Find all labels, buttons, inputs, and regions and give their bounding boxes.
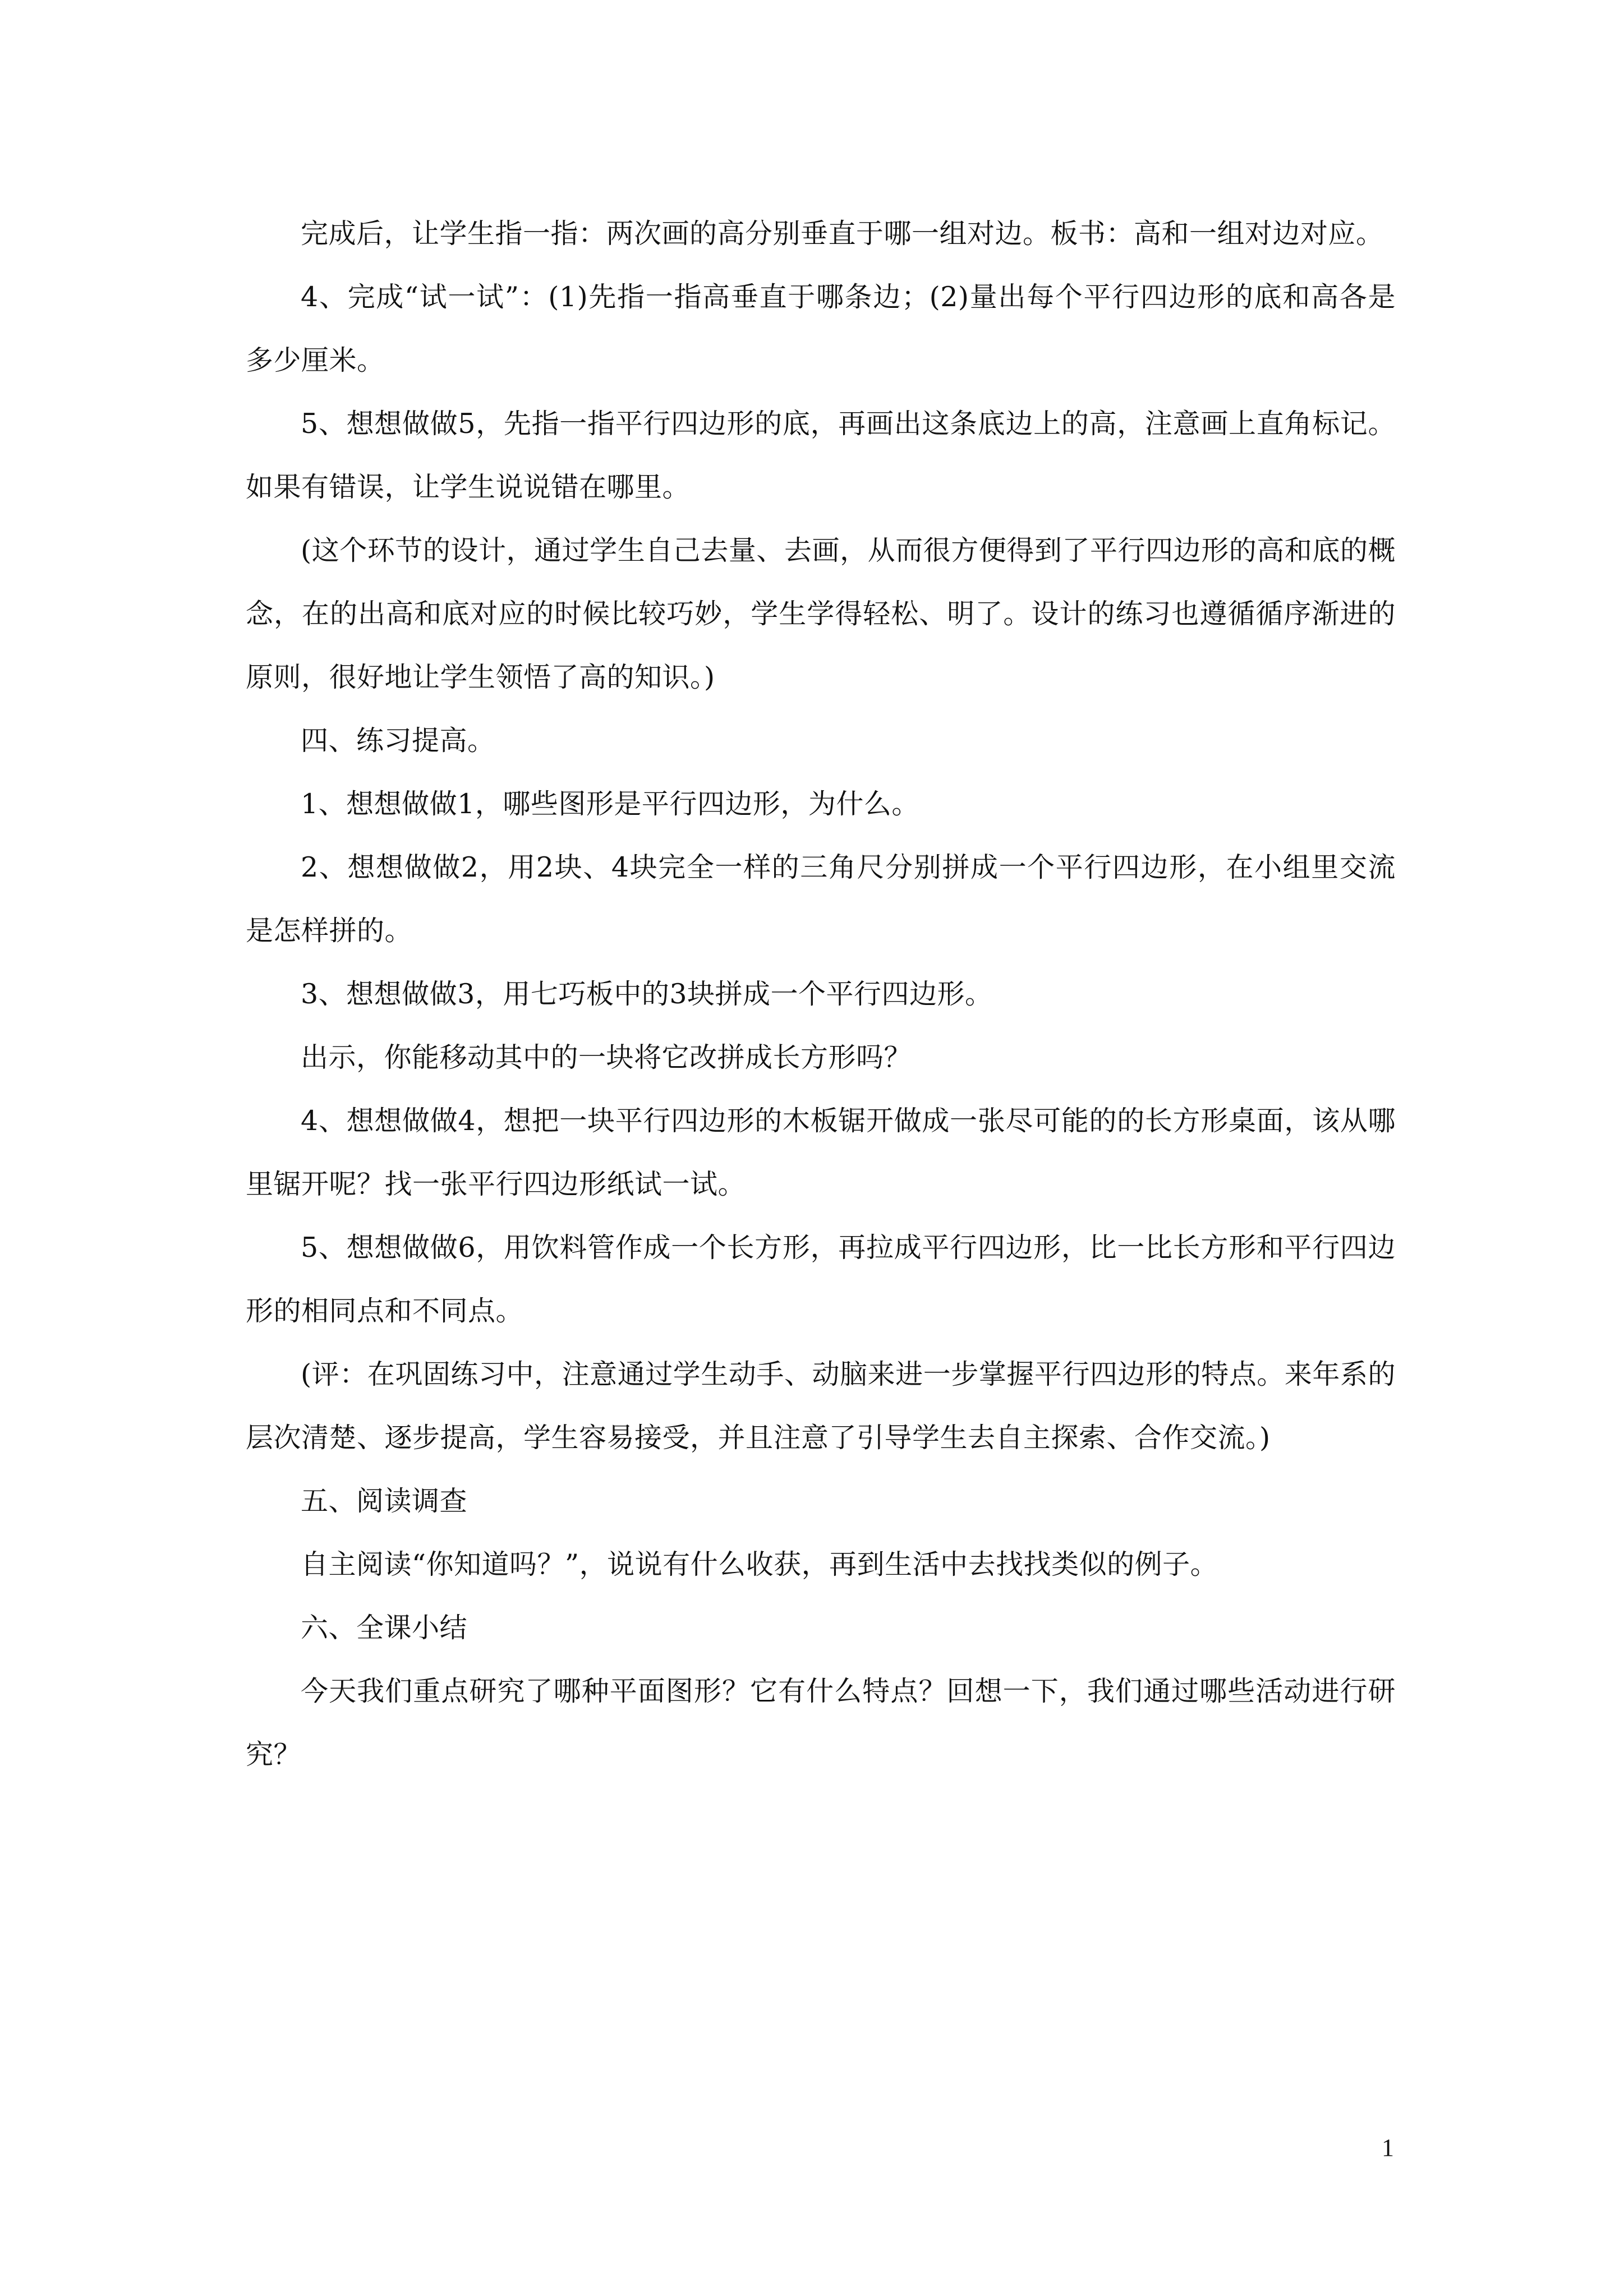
paragraph-review-comment: (评：在巩固练习中，注意通过学生动手、动脑来进一步掌握平行四边形的特点。来年系的层次清楚、逐步提高，学生容易接受，并且注意了引导学生去自主探索、合作交流。) <box>246 1358 1396 1454</box>
paragraph-summary: 今天我们重点研究了哪种平面图形？它有什么特点？回想一下，我们通过哪些活动进行研究？ <box>246 1675 1396 1771</box>
page-number: 1 <box>1382 2134 1394 2161</box>
section-heading-summary: 六、全课小结 <box>301 1612 468 1644</box>
paragraph-completion-note: 完成后，让学生指一指：两次画的高分别垂直于哪一组对边。板书：高和一组对边对应。 <box>301 218 1384 250</box>
paragraph-exercise-5: 5、想想做做5，先指一指平行四边形的底，再画出这条底边上的高，注意画上直角标记。如果有错误，让学生说说错在哪里。 <box>246 408 1396 503</box>
paragraph-show-rectangle: 出示，你能移动其中的一块将它改拼成长方形吗？ <box>301 1041 912 1073</box>
document-body <box>246 202 1396 1786</box>
paragraph-exercise-3: 3、想想做做3，用七巧板中的3块拼成一个平行四边形。 <box>301 978 993 1010</box>
paragraph-exercise-6: 5、想想做做6，用饮料管作成一个长方形，再拉成平行四边形，比一比长方形和平行四边形的相同点和不同点。 <box>246 1232 1396 1327</box>
section-heading-practice: 四、练习提高。 <box>301 725 495 757</box>
paragraph-exercise-1: 1、想想做做1，哪些图形是平行四边形，为什么。 <box>301 788 919 820</box>
paragraph-try-it: 4、完成“试一试”：(1)先指一指高垂直于哪条边；(2)量出每个平行四边形的底和高各是多少厘米。 <box>246 281 1396 376</box>
paragraph-exercise-4: 4、想想做做4，想把一块平行四边形的木板锯开做成一张尽可能的的长方形桌面，该从哪里锯开呢？找一张平行四边形纸试一试。 <box>246 1105 1396 1200</box>
paragraph-exercise-2: 2、想想做做2，用2块、4块完全一样的三角尺分别拼成一个平行四边形，在小组里交流是怎样拼的。 <box>246 851 1396 947</box>
paragraph-design-comment: (这个环节的设计，通过学生自己去量、去画，从而很方便得到了平行四边形的高和底的概念，在的出高和底对应的时候比较巧妙，学生学得轻松、明了。设计的练习也遵循循序渐进的原则，很好地让学生领悟了高的知识。) <box>246 534 1396 693</box>
section-heading-reading: 五、阅读调查 <box>301 1485 468 1517</box>
paragraph-reading: 自主阅读“你知道吗？”，说说有什么收获，再到生活中去找找类似的例子。 <box>301 1548 1218 1580</box>
